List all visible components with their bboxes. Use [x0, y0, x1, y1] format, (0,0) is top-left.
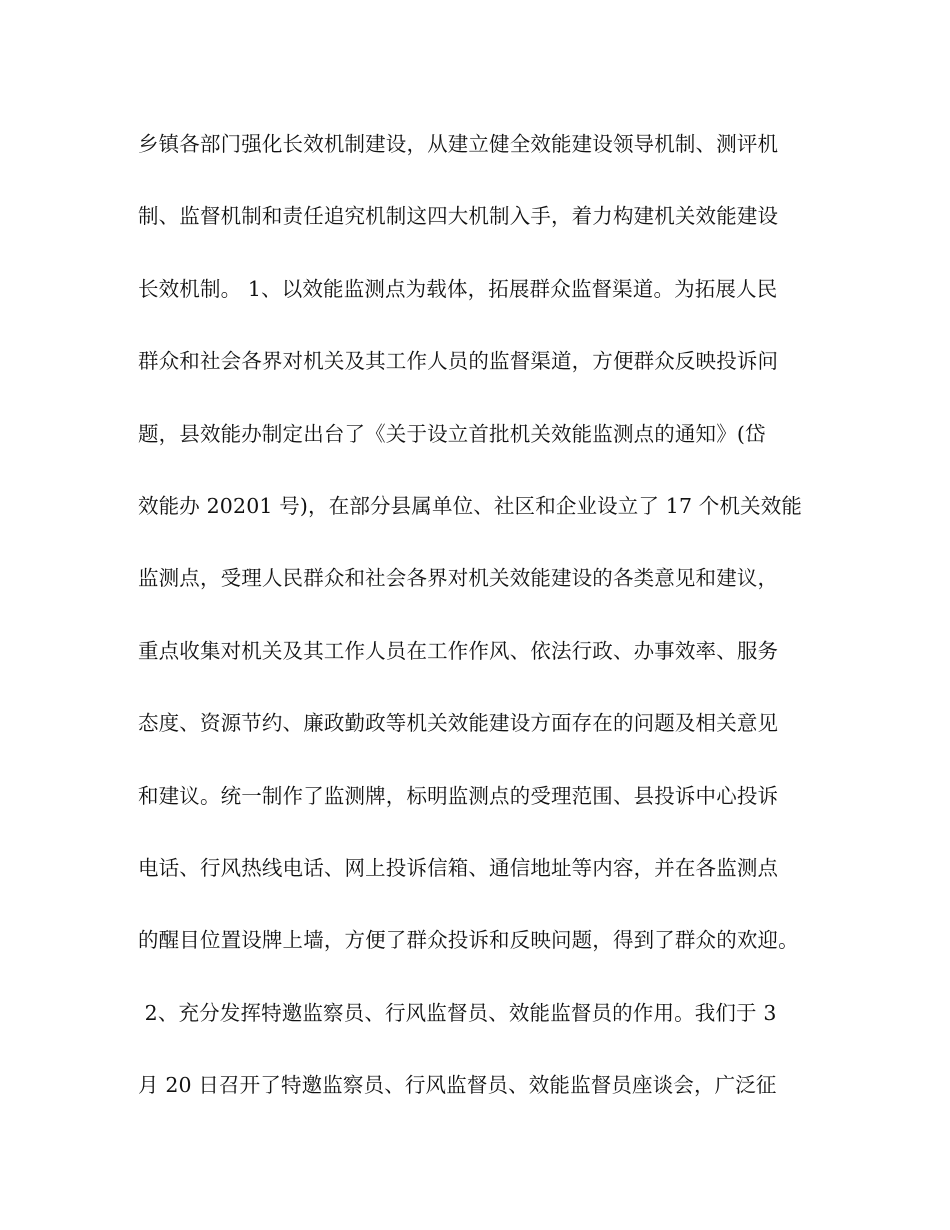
document-body — [138, 128, 828, 1141]
text-line-13: 2、充分发挥特邀监察员、行风监督员、效能监督员的作用。我们于 3 — [138, 1000, 777, 1025]
text-line-12: 的醒目位置设牌上墙，方便了群众投诉和反映问题，得到了群众的欢迎。 — [138, 928, 799, 953]
text-line-10: 和建议。统一制作了监测牌，标明监测点的受理范围、县投诉中心投诉 — [138, 783, 779, 808]
text-line-1: 乡镇各部门强化长效机制建设，从建立健全效能建设领导机制、测评机 — [138, 132, 779, 156]
text-line-11: 电话、行风热线电话、网上投诉信箱、通信地址等内容，并在各监测点 — [138, 855, 779, 880]
text-line-9: 态度、资源节约、廉政勤政等机关效能建设方面存在的问题及相关意见 — [138, 711, 779, 736]
text-line-2: 制、监督机制和责任追究机制这四大机制入手，着力构建机关效能建设 — [138, 204, 779, 229]
text-line-7: 监测点，受理人民群众和社会各界对机关效能建设的各类意见和建议， — [138, 566, 779, 591]
text-line-8: 重点收集对机关及其工作人员在工作作风、依法行政、办事效率、服务 — [138, 638, 779, 663]
text-line-14: 月 20 日召开了特邀监察员、行风监督员、效能监督员座谈会，广泛征 — [138, 1073, 777, 1098]
text-line-4: 群众和社会各界对机关及其工作人员的监督渠道，方便群众反映投诉问 — [138, 349, 779, 374]
text-line-6: 效能办 20201 号)，在部分县属单位、社区和企业设立了 17 个机关效能 — [138, 493, 803, 518]
text-line-5: 题，县效能办制定出台了《关于设立首批机关效能监测点的通知》(岱 — [138, 421, 766, 446]
text-line-3: 长效机制。 1、以效能监测点为载体，拓展群众监督渠道。为拓展人民 — [138, 276, 778, 301]
